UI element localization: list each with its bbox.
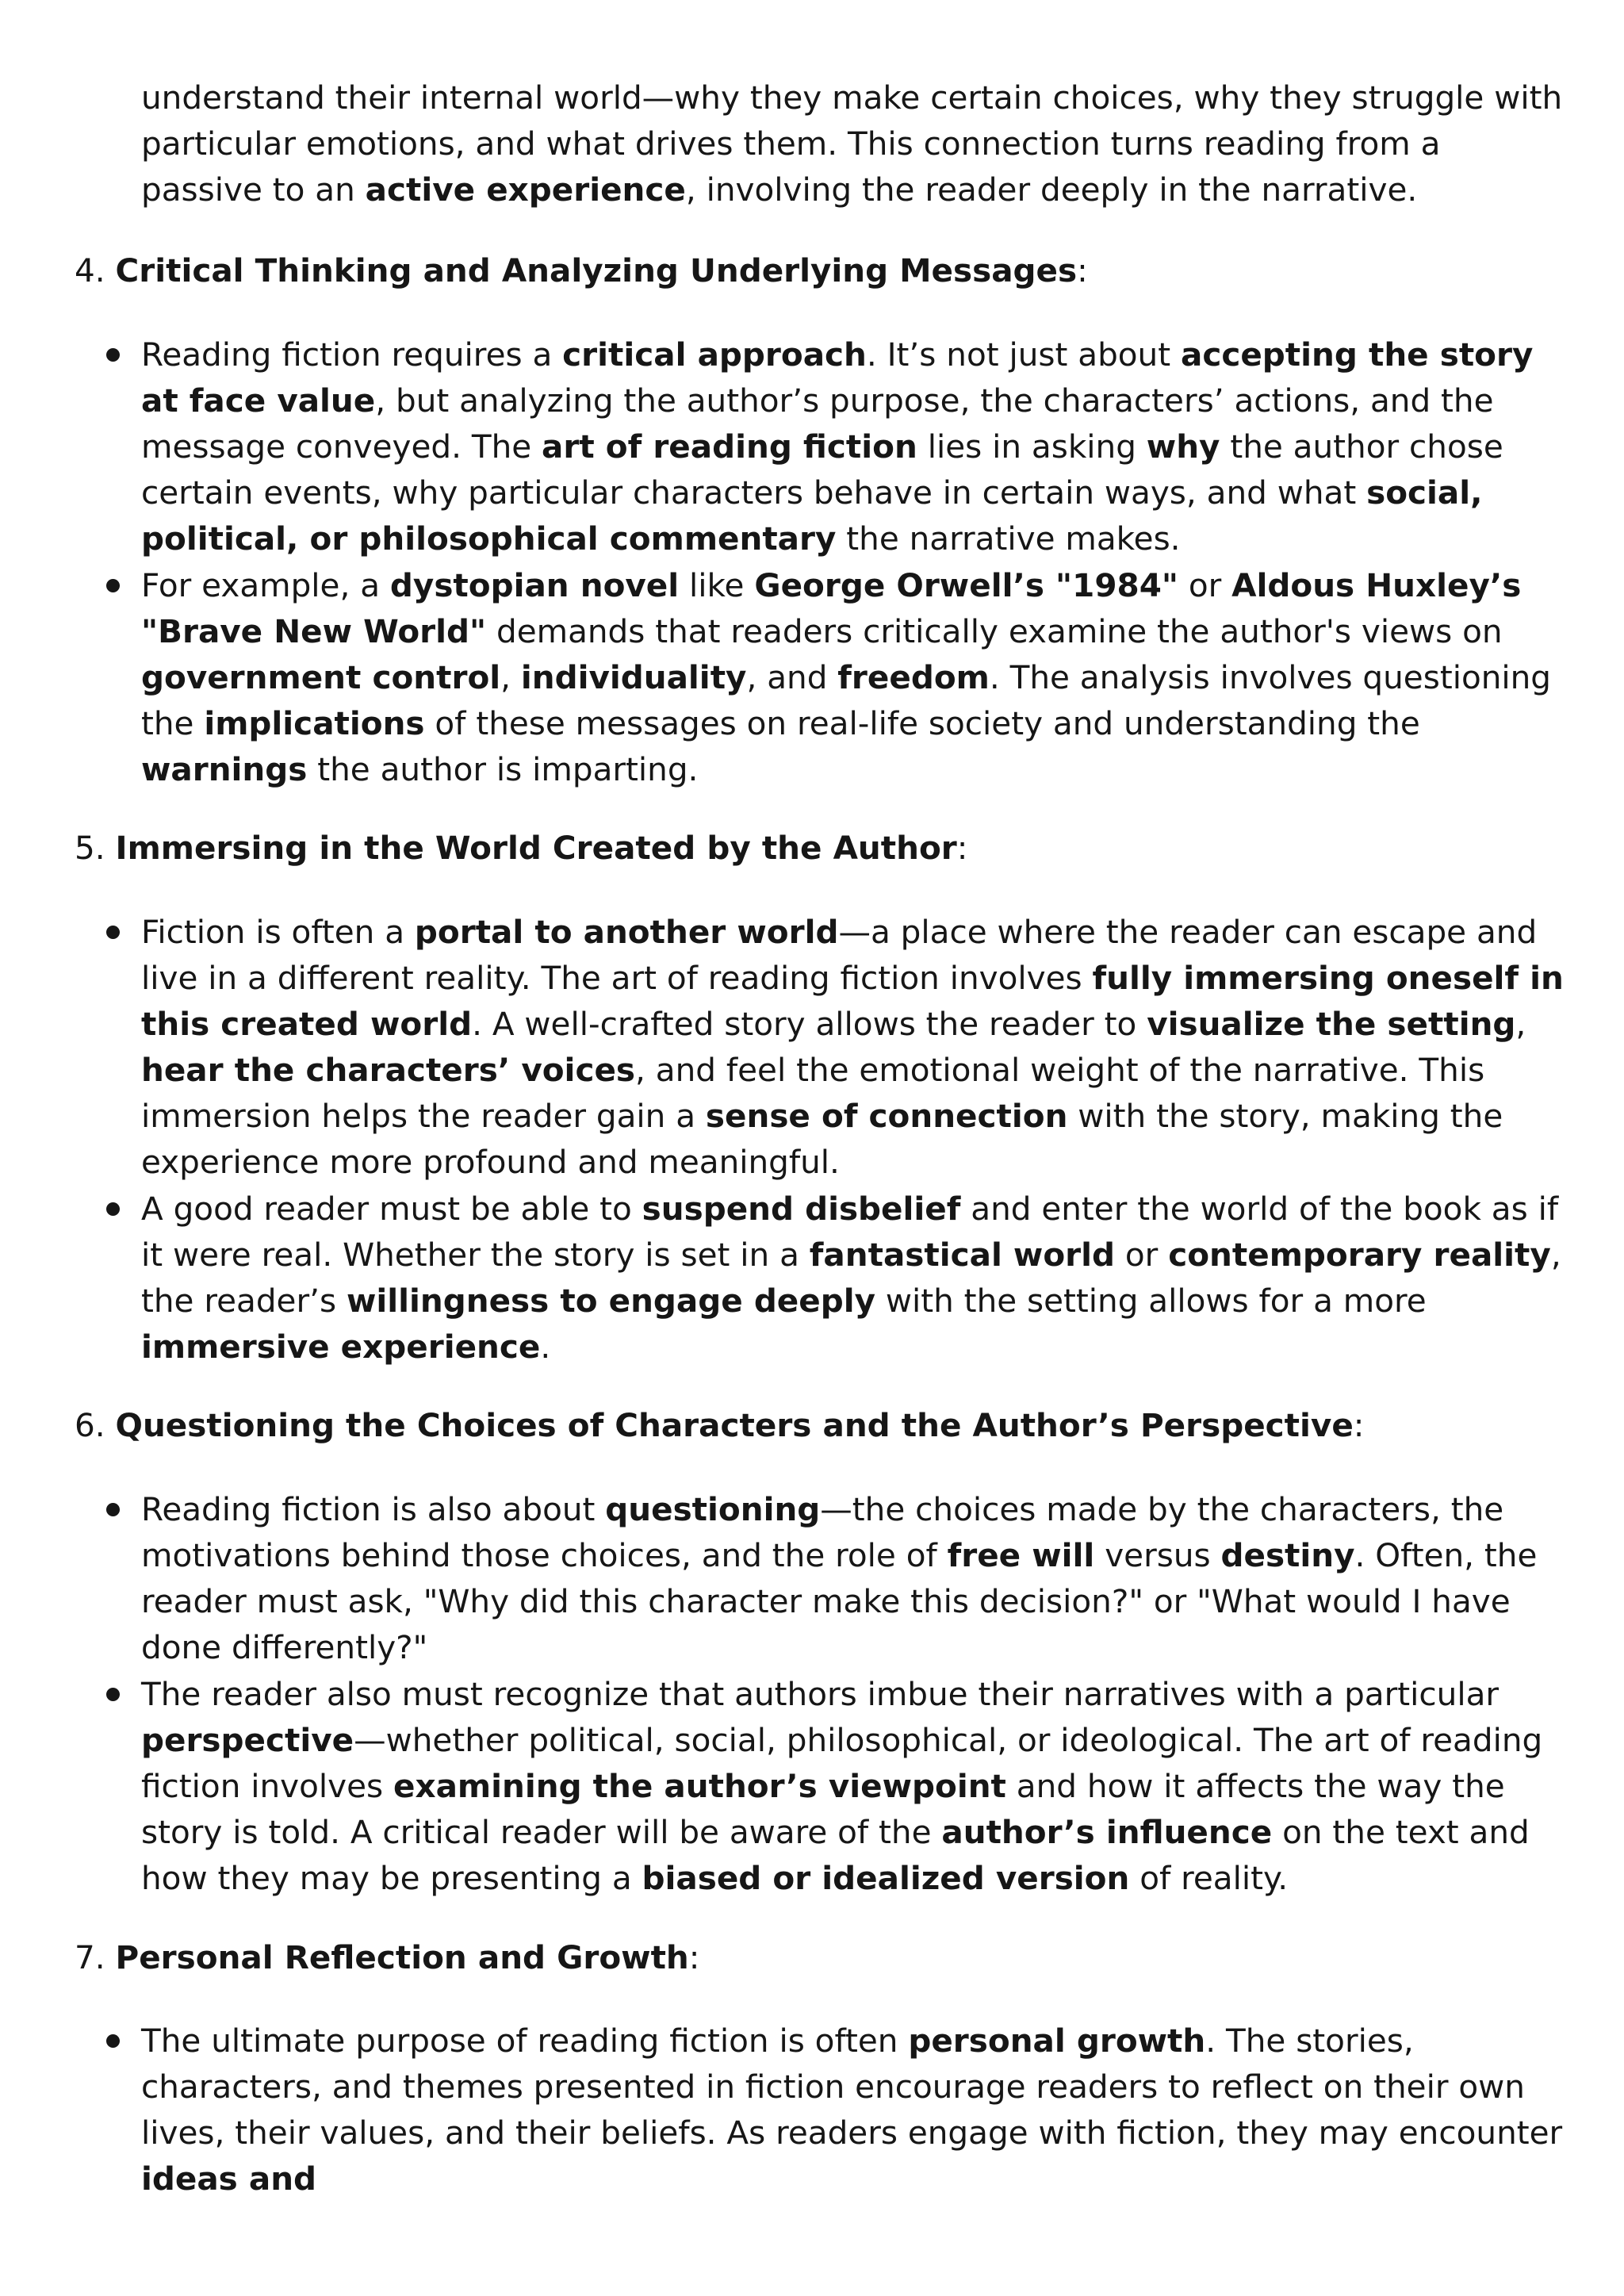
text-run: A good reader must be able to (141, 1190, 642, 1228)
text-run: : (688, 1938, 700, 1976)
text-run: , and feel the emotional weight of the narrative. This immersion helps the reader gain a (141, 1051, 1485, 1135)
text-run: and how it affects the way the story is told. A critical reader will be aware of the (141, 1767, 1505, 1851)
bold-text-run: why (1146, 427, 1220, 466)
bullet-list-item (141, 909, 1568, 1185)
text-run: —the choices made by the characters, the motivations behind those choices, and the role of (141, 1490, 1504, 1574)
text-run: , (1515, 1005, 1526, 1043)
text-run: understand their internal world—why they make certain choices, why they struggle with particular emotions, and what drives them. This connection turns reading from a passive to an (141, 79, 1563, 209)
text-run: demands that readers critically examine the author's views on (486, 612, 1503, 650)
text-run: : (1353, 1406, 1365, 1444)
bold-text-run: Aldous Huxley’s "Brave New World" (141, 566, 1522, 650)
text-run: . (540, 1328, 551, 1366)
bold-text-run: fantastical world (809, 1236, 1116, 1274)
text-run: 6. (75, 1406, 116, 1444)
bold-text-run: biased or idealized version (642, 1859, 1130, 1897)
text-run: on the text and how they may be presenting a (141, 1813, 1530, 1897)
text-run: of reality. (1129, 1859, 1289, 1897)
text-run: of these messages on real-life society and understanding the (424, 704, 1420, 742)
bold-text-run: free will (947, 1536, 1095, 1574)
section-heading (75, 247, 1565, 293)
bold-text-run: destiny (1220, 1536, 1355, 1574)
bold-text-run: government control (141, 658, 501, 696)
bold-text-run: accepting the story at face value (141, 335, 1534, 420)
text-run: with the story, making the experience more profound and meaningful. (141, 1097, 1503, 1181)
bullet-list-item (141, 1486, 1568, 1670)
bold-text-run: social, political, or philosophical commentary (141, 473, 1483, 558)
text-run: and enter the world of the book as if it were real. Whether the story is set in a (141, 1190, 1559, 1274)
bullet-dot-icon (106, 348, 120, 362)
bold-text-run: fully immersing oneself in this created world (141, 959, 1564, 1043)
bold-text-run: active experience (365, 171, 686, 209)
section-heading (75, 1402, 1565, 1448)
body-paragraph (141, 75, 1568, 213)
bullet-dot-icon (106, 1688, 120, 1701)
bold-text-run: Personal Reflection and Growth (115, 1938, 689, 1976)
bold-text-run: Critical Thinking and Analyzing Underlying Messages (115, 251, 1078, 289)
text-run: Fiction is often a (141, 913, 415, 951)
text-run: lies in asking (917, 427, 1147, 466)
text-run: , but analyzing the author’s purpose, the characters’ actions, and the message conveyed. The (141, 381, 1494, 466)
bullet-list-item (141, 1671, 1568, 1901)
text-run: . The analysis involves questioning the (141, 658, 1552, 742)
text-run: . A well-crafted story allows the reader to (472, 1005, 1147, 1043)
bold-text-run: examining the author’s viewpoint (393, 1767, 1006, 1805)
bold-text-run: immersive experience (141, 1328, 541, 1366)
section-heading (75, 825, 1565, 871)
text-run: Reading fiction is also about (141, 1490, 606, 1528)
text-run: with the setting allows for a more (875, 1282, 1427, 1320)
section-heading (75, 1934, 1565, 1980)
bullet-dot-icon (106, 1202, 120, 1216)
text-run: , and (746, 658, 838, 696)
bold-text-run: questioning (605, 1490, 821, 1528)
text-run: the author chose certain events, why particular characters behave in certain ways, and what (141, 427, 1503, 512)
text-run: —whether political, social, philosophical, or ideological. The art of reading fiction involves (141, 1721, 1543, 1805)
text-run: : (1077, 251, 1088, 289)
text-run: versus (1094, 1536, 1221, 1574)
bullet-dot-icon (106, 926, 120, 939)
text-run: . Often, the reader must ask, "Why did this character make this decision?" or "What would I have done differently?" (141, 1536, 1538, 1666)
text-run: 4. (75, 251, 116, 289)
text-run: The ultimate purpose of reading fiction is often (141, 2022, 909, 2060)
bold-text-run: ideas and (141, 2160, 317, 2198)
bullet-dot-icon (106, 579, 120, 592)
bullet-dot-icon (106, 2034, 120, 2048)
bold-text-run: perspective (141, 1721, 354, 1759)
bullet-list-item (141, 562, 1568, 792)
bold-text-run: hear the characters’ voices (141, 1051, 636, 1089)
text-run: : (956, 829, 968, 867)
text-run: The reader also must recognize that authors imbue their narratives with a particular (141, 1675, 1500, 1713)
text-run: 5. (75, 829, 116, 867)
bold-text-run: warnings (141, 750, 308, 788)
bold-text-run: willingness to engage deeply (346, 1282, 876, 1320)
bold-text-run: freedom (837, 658, 990, 696)
text-run: the author is imparting. (307, 750, 699, 788)
text-run: , involving the reader deeply in the narrative. (685, 171, 1418, 209)
text-run: —a place where the reader can escape and live in a different reality. The art of reading fiction involves (141, 913, 1538, 997)
bold-text-run: Immersing in the World Created by the Author (115, 829, 957, 867)
bullet-list-item (141, 1186, 1568, 1370)
text-run: . It’s not just about (866, 335, 1181, 374)
bold-text-run: suspend disbelief (642, 1190, 961, 1228)
bold-text-run: critical approach (562, 335, 867, 374)
text-run: 7. (75, 1938, 116, 1976)
bold-text-run: art of reading fiction (542, 427, 917, 466)
bold-text-run: individuality (520, 658, 747, 696)
bold-text-run: portal to another world (414, 913, 839, 951)
text-run: or (1178, 566, 1232, 604)
text-run: or (1115, 1236, 1169, 1274)
text-run: . The stories, characters, and themes presented in fiction encourage readers to reflect on their own lives, their values, and their beliefs. As readers engage with fiction, they may encounter (141, 2022, 1563, 2152)
text-run: For example, a (141, 566, 390, 604)
text-run: the narrative makes. (836, 519, 1181, 558)
text-run: , the reader’s (141, 1236, 1561, 1320)
text-run: , (500, 658, 521, 696)
bold-text-run: sense of connection (705, 1097, 1068, 1135)
bullet-list-item (141, 2018, 1568, 2202)
bold-text-run: visualize the setting (1147, 1005, 1516, 1043)
bullet-list-item (141, 332, 1568, 562)
bold-text-run: author’s influence (941, 1813, 1273, 1851)
bold-text-run: contemporary reality (1168, 1236, 1551, 1274)
bold-text-run: Questioning the Choices of Characters and the Author’s Perspective (115, 1406, 1354, 1444)
bold-text-run: dystopian novel (389, 566, 680, 604)
bold-text-run: George Orwell’s "1984" (754, 566, 1178, 604)
text-run: like (679, 566, 755, 604)
bold-text-run: implications (204, 704, 425, 742)
bullet-dot-icon (106, 1503, 120, 1516)
text-run: Reading fiction requires a (141, 335, 563, 374)
bold-text-run: personal growth (908, 2022, 1206, 2060)
